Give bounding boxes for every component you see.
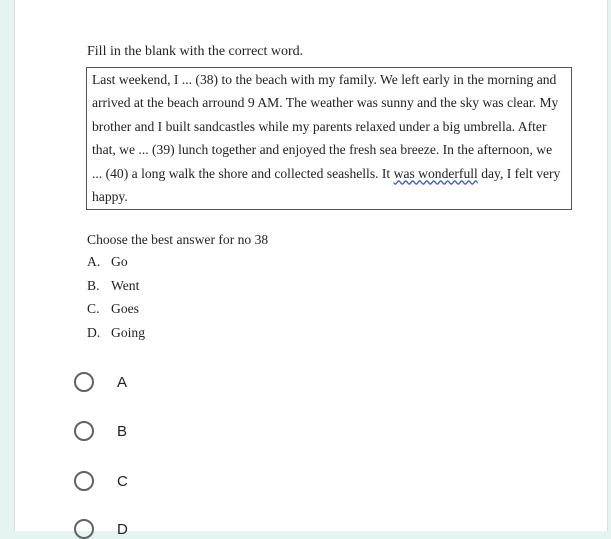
radio-circle-icon[interactable] <box>74 372 94 392</box>
question-prompt: Choose the best answer for no 38 <box>87 232 269 247</box>
choice-letter: D. <box>87 324 101 340</box>
choice-letter: B. <box>87 277 100 293</box>
choice-item <box>87 325 145 349</box>
choice-text: Go <box>111 254 128 269</box>
passage-line <box>92 162 566 185</box>
passage-line-part: day, I felt very <box>477 165 561 181</box>
spellcheck-underlined-text: was wonderfull <box>393 165 478 181</box>
option-a[interactable] <box>74 372 127 392</box>
passage-line: Last weekend, I ... (38) to the beach with my family. We left early in the morning and <box>92 72 557 87</box>
radio-circle-icon[interactable] <box>74 519 94 539</box>
option-label[interactable]: B <box>117 422 128 440</box>
choice-item <box>87 278 145 302</box>
option-c[interactable] <box>74 471 128 491</box>
choice-letter: C. <box>87 301 100 316</box>
choice-text: Going <box>111 324 145 340</box>
radio-circle-icon[interactable] <box>74 421 94 441</box>
choice-text: Went <box>111 277 140 293</box>
option-label[interactable]: A <box>117 373 128 391</box>
answer-choices-list <box>87 254 145 348</box>
choice-letter: A. <box>87 254 101 269</box>
passage-line: arrived at the beach arround 9 AM. The weather was sunny and the sky was clear. My <box>92 95 559 111</box>
radio-circle-icon[interactable] <box>74 471 94 491</box>
choice-text: Goes <box>111 301 139 316</box>
option-b[interactable] <box>74 421 127 441</box>
instruction-text: Fill in the blank with the correct word. <box>87 44 304 59</box>
option-label[interactable]: C <box>117 472 128 490</box>
question-card <box>14 0 608 538</box>
choice-item <box>87 254 145 278</box>
option-label[interactable]: D <box>117 520 128 538</box>
reading-passage <box>86 67 572 210</box>
passage-line-part: ... (40) a long walk the shore and collected seashells. It <box>92 165 394 181</box>
passage-line: that, we ... (39) lunch together and enjoyed the fresh sea breeze. In the afternoon, we <box>92 142 553 158</box>
passage-line: happy. <box>92 189 128 205</box>
option-d[interactable] <box>74 519 128 539</box>
choice-item <box>87 301 145 325</box>
passage-line: brother and I built sandcastles while my parents relaxed under a big umbrella. After <box>92 118 547 134</box>
